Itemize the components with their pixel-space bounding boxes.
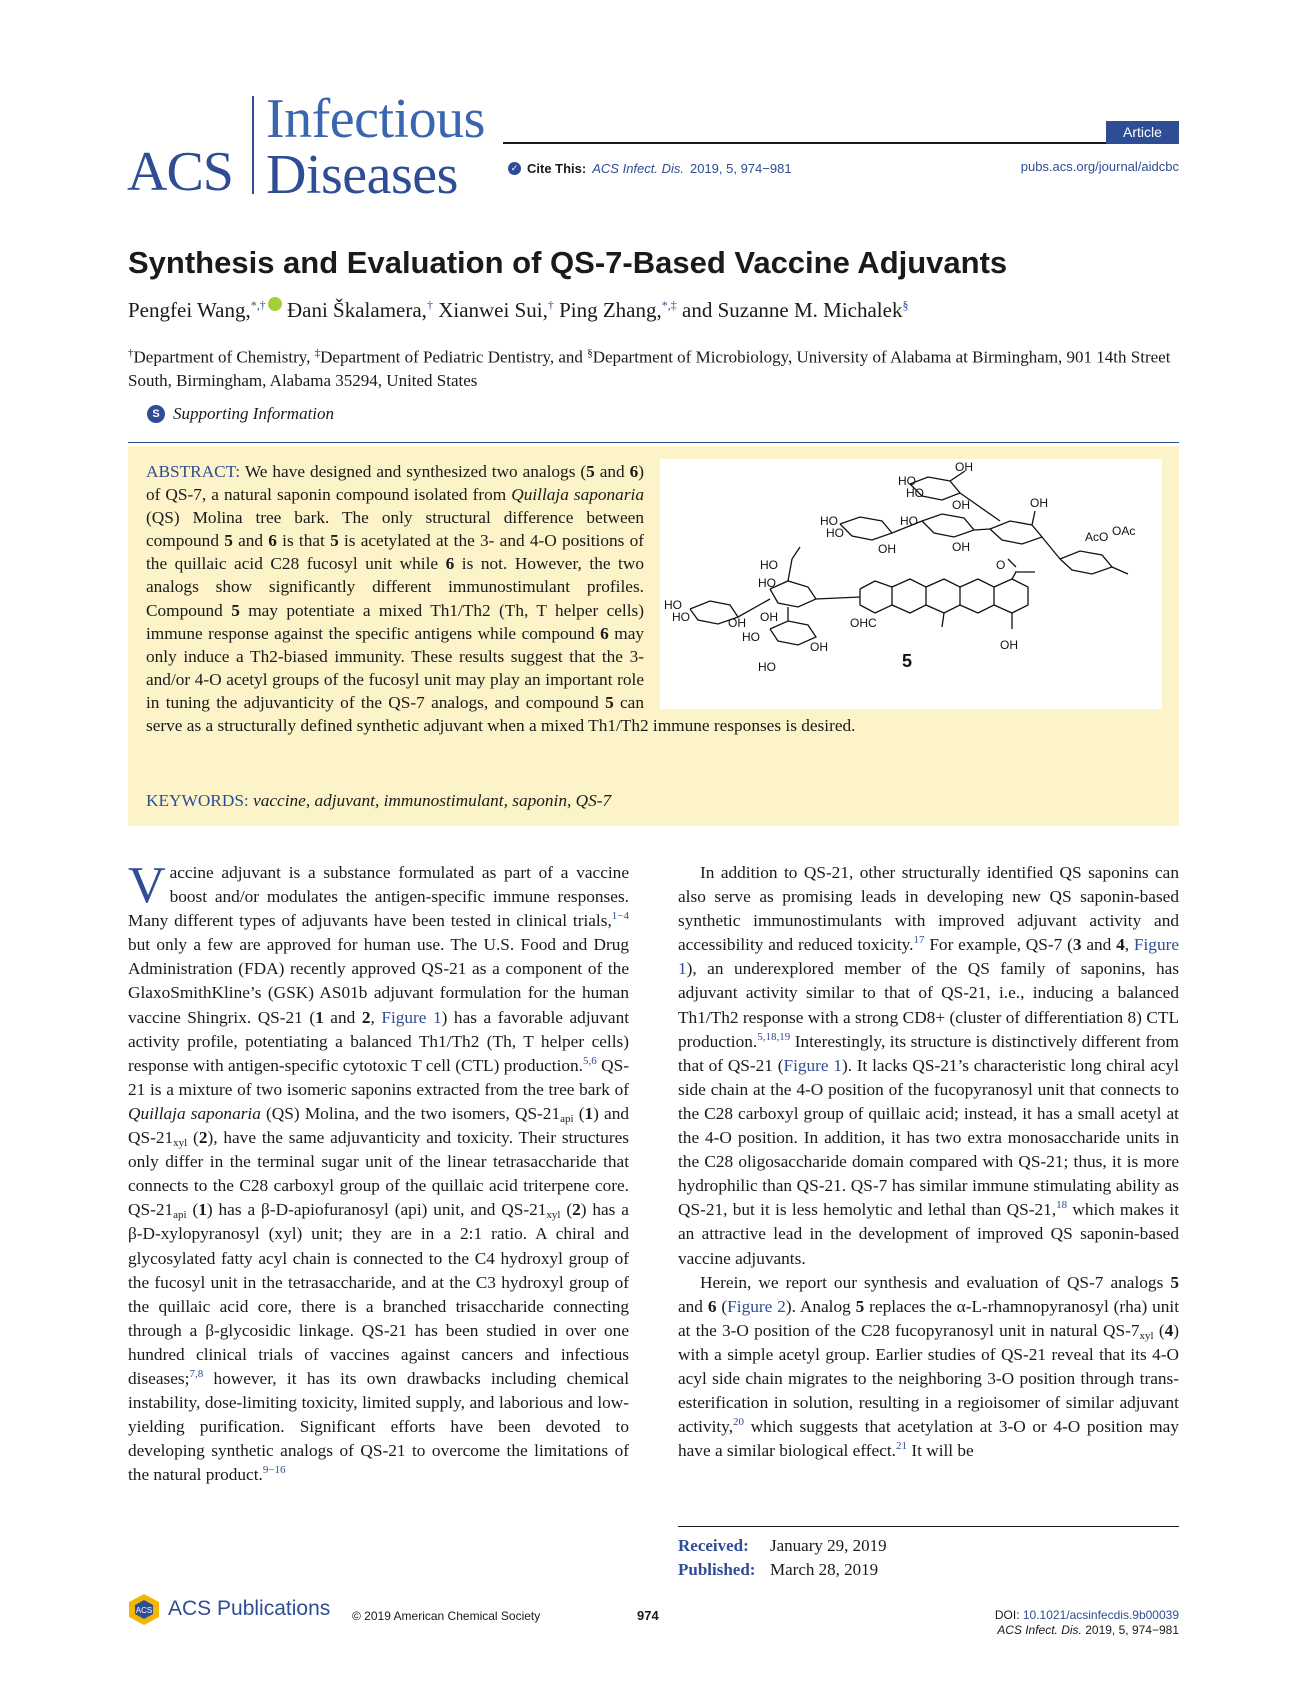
author-name[interactable]: Ping Zhang, — [559, 298, 662, 322]
structure-label: OH — [952, 540, 970, 554]
affiliations — [128, 342, 1178, 392]
structure-label: HO — [760, 558, 778, 572]
body-text: ( — [1153, 1320, 1165, 1340]
compound-ref: 6 — [445, 554, 455, 574]
citation-line — [995, 1623, 1179, 1638]
doi-label: DOI: — [994, 1608, 1023, 1622]
structure-label: HO — [758, 660, 776, 674]
keywords-label: KEYWORDS: — [146, 791, 249, 810]
body-column-left — [128, 857, 630, 1487]
compound-ref: 5 — [1170, 1272, 1179, 1292]
body-text: and — [1081, 935, 1117, 955]
compound-ref: 2 — [572, 1200, 581, 1220]
structure-label: OHC — [850, 616, 877, 630]
body-text: and — [323, 1007, 362, 1027]
compound-number: 5 — [902, 651, 913, 671]
author-name[interactable]: Xianwei Sui, — [438, 298, 548, 322]
subscript: api — [173, 1209, 187, 1222]
compound-ref: 2 — [361, 1007, 371, 1027]
body-text: and — [678, 1296, 708, 1316]
author-name[interactable]: and Suzanne M. Michalek — [682, 298, 903, 322]
body-text: It will be — [907, 1441, 974, 1461]
body-text: which makes it an attractive lead in the development of improved QS saponin-based vaccine adjuvants. — [678, 1200, 1179, 1268]
structure-label: OH — [760, 610, 778, 624]
acs-publications-logo[interactable] — [126, 1592, 330, 1626]
body-text: ). Analog — [785, 1296, 856, 1316]
figure-link[interactable]: Figure 1 — [678, 935, 1180, 979]
structure-label: AcO — [1085, 530, 1109, 544]
supporting-info-link[interactable] — [147, 404, 334, 424]
received-row — [678, 1534, 887, 1558]
compound-ref: 5 — [605, 692, 614, 712]
figure-link[interactable]: Figure 1 — [783, 1055, 842, 1075]
body-text: ) and QS-21 — [128, 1103, 630, 1148]
author-list — [128, 297, 908, 323]
published-label: Published: — [678, 1560, 756, 1579]
abstract-span: is not. However, the two analogs show significantly different immunostimulant profiles. Compound — [146, 554, 644, 620]
structure-label: OH — [955, 460, 973, 474]
cite-label: Cite This: — [527, 161, 587, 176]
reference-link[interactable]: 21 — [896, 1440, 908, 1453]
structure-label: HO — [820, 514, 838, 528]
compound-ref: 5 — [330, 531, 339, 551]
body-text: accine adjuvant is a substance formulated as part of a vaccine boost and/or modulates the antigen-specific immune responses. Many different types of adjuvants have been tested in clinical trials, — [128, 863, 629, 931]
body-text: In addition to QS-21, other structurally identified QS saponins can also serve as promising leads in developing new QS saponin-based synthetic immunostimulants with improved adjuvant activity and accessibility and reduced toxicity. — [678, 863, 1179, 955]
article-title: Synthesis and Evaluation of QS-7-Based Vaccine Adjuvants — [128, 245, 1008, 280]
structure-label: HO — [672, 610, 690, 624]
article-dates — [678, 1534, 887, 1582]
author-marker: † — [426, 298, 433, 312]
structure-label: HO — [898, 474, 916, 488]
compound-ref: 6 — [707, 1296, 717, 1316]
affil-marker: § — [587, 347, 593, 359]
acs-logo-text: ACS — [127, 141, 233, 203]
body-text: ) has a β-D-apiofuranosyl (api) unit, and QS-21 — [206, 1200, 547, 1220]
abstract-span: may potentiate a mixed Th1/Th2 (Th, T helper cells) immune response against the specific antigens while compound — [146, 600, 644, 643]
reference-link[interactable]: 17 — [913, 934, 925, 947]
compound-ref: 4 — [1164, 1320, 1174, 1340]
body-text: , — [370, 1007, 382, 1027]
copyright: © 2019 American Chemical Society — [352, 1609, 541, 1623]
structure-label: OH — [1000, 638, 1018, 652]
author-marker: *,† — [250, 298, 266, 312]
reference-link[interactable]: 9−16 — [262, 1464, 286, 1477]
subscript: xyl — [173, 1137, 188, 1150]
chemical-structure — [660, 459, 1162, 709]
structure-label: O — [996, 558, 1006, 572]
compound-ref: 1 — [584, 1103, 594, 1123]
supporting-info-label: Supporting Information — [173, 404, 335, 423]
abstract-span: can serve as a structurally defined synthetic adjuvant when a mixed Th1/Th2 immune responses is desired. — [146, 692, 856, 736]
compound-ref: 5 — [855, 1296, 865, 1316]
structure-label: OH — [810, 640, 828, 654]
supporting-info-icon: S — [147, 405, 165, 423]
section-rule — [128, 442, 1179, 443]
reference-link[interactable]: 20 — [733, 1416, 745, 1429]
cite-this[interactable] — [508, 161, 792, 176]
reference-link[interactable]: 18 — [1056, 1199, 1068, 1212]
structure-label: HO — [906, 486, 924, 500]
journal-name-line1: Infectious — [266, 88, 485, 150]
body-text: ), have the same adjuvanticity and toxicity. Their structures only differ in the terminal sugar unit of the linear tetrasaccharide that connects to the C28 carboxyl group of the quillaic acid triterpene core. QS-21 — [128, 1128, 630, 1220]
cite-volume[interactable]: 2019, 5, 974−981 — [689, 161, 792, 176]
abstract-span: is acetylated at the 3- and 4-O positions of the quillaic acid C28 fucosyl unit while — [146, 531, 644, 574]
svg-text:ACS: ACS — [135, 1606, 153, 1615]
structure-label: OH — [878, 542, 896, 556]
body-text: (QS) Molina, and the two isomers, QS-21 — [260, 1103, 561, 1123]
body-text: QS-21 is a mixture of two isomeric saponins extracted from the tree bark of — [128, 1055, 629, 1099]
published-date: March 28, 2019 — [770, 1560, 879, 1579]
body-text: ) with a simple acetyl group. Earlier studies of QS-21 reveal that its 4-O acyl side chain migrates to the neighboring 3-O position through trans-esterification in solution, resulting in a regioisomer of similar adjuvant activity, — [678, 1320, 1179, 1437]
affiliation: Department of Microbiology, University of Alabama at Birmingham, 901 14th Street South, Birmingham, Alabama 35294, United States — [128, 347, 1171, 390]
body-text: ( — [573, 1103, 585, 1123]
drop-cap: V — [128, 857, 166, 914]
check-icon: ✓ — [508, 162, 521, 175]
structure-label: OAc — [1112, 524, 1136, 538]
affil-marker: † — [128, 347, 134, 359]
abstract-span: and — [232, 531, 269, 551]
structure-label: HO — [826, 526, 844, 540]
compound-ref: 2 — [198, 1128, 208, 1148]
body-column-right — [678, 861, 1179, 1463]
structure-label: HO — [664, 598, 682, 612]
body-text: ) has a favorable adjuvant activity profile, potentiating a balanced Th1/Th2 (Th, T helper cells) response with antigen-specific cytotoxic T cell (CTL) production. — [128, 1007, 630, 1075]
abstract-label: ABSTRACT: — [146, 462, 241, 481]
body-text: Interestingly, its structure is distinctively different from that of QS-21 ( — [678, 1031, 1179, 1075]
figure-link[interactable]: Figure 1 — [381, 1007, 442, 1027]
page-number: 974 — [637, 1608, 659, 1623]
author-name[interactable]: Pengfei Wang, — [128, 298, 251, 322]
figure-link[interactable]: Figure 2 — [727, 1296, 786, 1316]
compound-ref: 1 — [315, 1007, 324, 1027]
publisher-name: ACS Publications — [168, 1597, 331, 1620]
paragraph — [678, 861, 1179, 1271]
abstract-span: may only induce a Th2-biased immunity. These results suggest that the 3- and/or 4-O acetyl groups of the fucosyl unit may play an important role in tuning the adjuvanticity of the QS-7 analogs, and compound — [146, 623, 645, 712]
body-text: however, it has its own drawbacks including chemical instability, dose-limiting toxicity, limited supply, and laborious and low-yielding purification. Significant efforts have been devoted to developing synthetic analogs of QS-21 to overcome the limitations of the natural product. — [128, 1368, 629, 1485]
abstract-span: and — [594, 462, 630, 481]
citation-rest: 2019, 5, 974−981 — [1081, 1623, 1179, 1637]
subscript: xyl — [546, 1209, 561, 1222]
species-name: Quillaja saponaria — [128, 1103, 261, 1123]
author-marker: † — [547, 298, 554, 312]
keywords-list: vaccine, adjuvant, immunostimulant, saponin, QS-7 — [253, 791, 612, 810]
structure-label: OH — [1030, 496, 1048, 510]
affiliation: Department of Pediatric Dentistry, and — [320, 347, 588, 367]
paragraph — [678, 1271, 1179, 1464]
header-rule — [503, 142, 1179, 144]
reference-link[interactable]: 1−4 — [611, 910, 629, 923]
compound-ref: 5 — [586, 462, 595, 481]
affiliation: Department of Chemistry, — [133, 347, 315, 367]
author-marker: § — [902, 298, 909, 312]
body-text: , — [1124, 935, 1134, 955]
body-text: ( — [187, 1128, 199, 1148]
reference-link[interactable]: 5,6 — [582, 1054, 597, 1067]
body-text: For example, QS-7 ( — [924, 935, 1073, 955]
species-name: Quillaja saponaria — [511, 485, 644, 505]
journal-name-line2: Diseases — [266, 144, 458, 206]
body-text: ( — [560, 1200, 573, 1220]
acs-hexagon-icon — [126, 1592, 162, 1626]
cite-journal[interactable]: ACS Infect. Dis. — [592, 161, 684, 176]
reference-link[interactable]: 7,8 — [189, 1367, 204, 1380]
body-text: ( — [716, 1296, 728, 1316]
abstract-span: (QS) Molina tree bark. The only structural difference between compound — [146, 508, 644, 551]
reference-link[interactable]: 5,18,19 — [757, 1030, 791, 1043]
article-type-badge: Article — [1106, 121, 1179, 144]
received-date: January 29, 2019 — [770, 1536, 887, 1555]
journal-url[interactable]: pubs.acs.org/journal/aidcbc — [1020, 159, 1179, 174]
keywords — [146, 791, 611, 811]
body-text: ) has a β-D-xylopyranosyl (xyl) unit; they are in a 2:1 ratio. A chiral and glycosylated fatty acyl chain is connected to the C4 hydroxyl group of the fucosyl unit in the tetrasaccharide, and at the C3 hydroxyl group of the quillaic acid core, there is a branched trisaccharide connecting through a β-glycosidic linkage. QS-21 has been studied in over one hundred clinical trials of vaccines against cancers and infectious diseases; — [128, 1200, 629, 1388]
compound-ref: 5 — [231, 600, 240, 620]
compound-ref: 6 — [600, 623, 609, 643]
subscript: api — [560, 1112, 574, 1125]
compound-ref: 1 — [198, 1200, 207, 1220]
subscript: xyl — [1139, 1329, 1154, 1342]
received-label: Received: — [678, 1536, 749, 1555]
abstract-span: is that — [276, 531, 331, 551]
structure-label: HO — [742, 630, 760, 644]
doi-link[interactable]: 10.1021/acsinfecdis.9b00039 — [1022, 1608, 1179, 1622]
doi-block — [995, 1608, 1179, 1638]
abstract-span: ) of QS-7, a natural saponin compound isolated from — [146, 462, 645, 505]
compound-ref: 6 — [629, 462, 639, 481]
affil-marker: ‡ — [314, 347, 321, 359]
compound-ref: 6 — [268, 531, 277, 551]
body-text: which suggests that acetylation at 3-O or 4-O position may have a similar biological effect. — [678, 1417, 1179, 1461]
structure-label: HO — [900, 514, 918, 528]
citation-journal: ACS Infect. Dis. — [997, 1623, 1082, 1637]
body-text: ), an underexplored member of the QS family of saponins, has adjuvant activity similar to that of QS-21, i.e., inducing a balanced Th1/Th2 response with a strong CD8+ (cluster of differentiation 8) CTL production. — [678, 959, 1179, 1051]
author-name[interactable]: Đani Škalamera, — [286, 298, 427, 322]
author-marker: *,‡ — [661, 298, 677, 312]
dates-rule — [678, 1526, 1179, 1527]
compound-ref: 4 — [1116, 935, 1125, 955]
published-row — [678, 1558, 887, 1582]
doi-line — [995, 1608, 1179, 1623]
orcid-icon[interactable] — [268, 297, 282, 311]
body-text: replaces the α-L-rhamnopyranosyl (rha) unit at the 3-O position of the C28 fucopyranosyl unit in natural QS-7 — [678, 1296, 1179, 1340]
body-text: ( — [186, 1200, 199, 1220]
compound-ref: 3 — [1072, 935, 1082, 955]
body-text: Herein, we report our synthesis and evaluation of QS-7 analogs — [700, 1272, 1171, 1292]
structure-label: OH — [728, 616, 746, 630]
compound-ref: 5 — [224, 531, 233, 551]
toc-figure — [660, 459, 1162, 709]
structure-label: HO — [758, 576, 776, 590]
logo-divider — [252, 96, 254, 194]
abstract-span: We have designed and synthesized two analogs ( — [244, 462, 587, 481]
structure-label: OH — [952, 498, 970, 512]
body-text: ). It lacks QS-21’s characteristic long chiral acyl side chain at the 4-O position of the fucopyranosyl unit that connects to the C28 carboxyl group of quillaic acid; instead, it has a small acetyl at the 4-O position. In addition, it has two extra monosaccharide units in the C28 oligosaccharide domain compared with QS-21; thus, it is more hydrophilic than QS-21. QS-7 has similar immune stimulating ability as QS-21, but it is less hemolytic and lethal than QS-21, — [678, 1055, 1179, 1220]
body-text: but only a few are approved for human use. The U.S. Food and Drug Administration (FDA) recently approved QS-21 as a component of the GlaxoSmithKline’s (GSK) AS01b adjuvant formulation for the human vaccine Shingrix. QS-21 ( — [128, 935, 629, 1027]
